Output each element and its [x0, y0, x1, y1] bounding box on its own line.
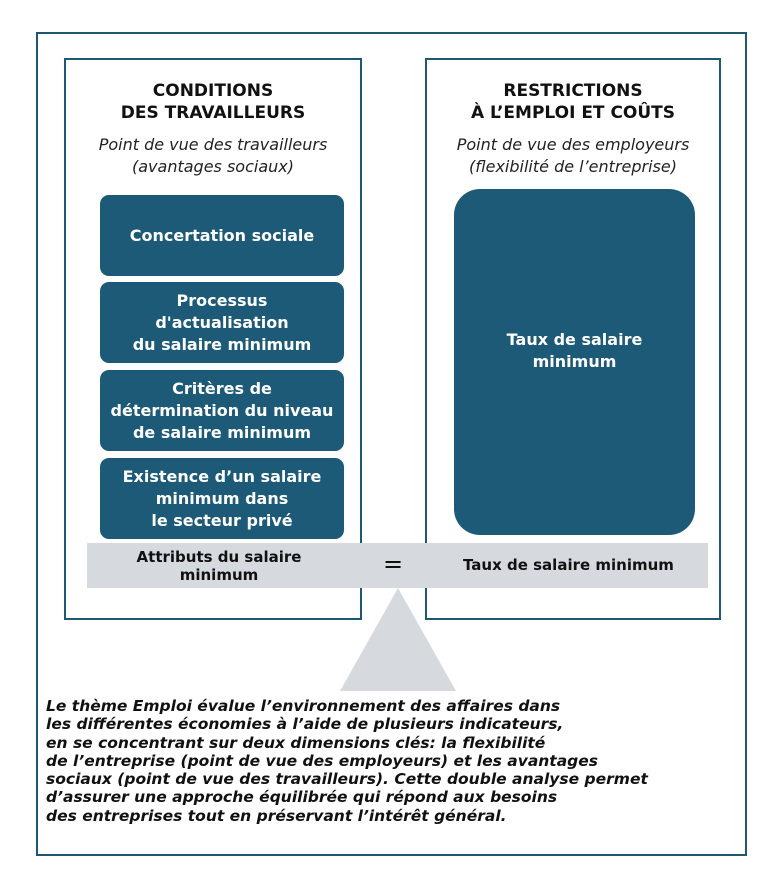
balance-left-line-1: Attributs du salaire [136, 548, 302, 566]
employers-subtitle-line-2: (flexibilité de l’entreprise) [469, 157, 677, 176]
employment-restrictions-panel [425, 58, 721, 620]
balance-right-label: Taux de salaire minimum [463, 556, 674, 574]
caption-text [46, 697, 726, 825]
box-line: minimum dans [155, 488, 289, 508]
box-line: Taux de salaire [506, 330, 643, 349]
balance-fulcrum [340, 588, 456, 691]
box-line: Existence d’un salaire [122, 466, 322, 486]
box-line: détermination du niveau [110, 400, 334, 420]
box-existence-salaire-minimum [100, 458, 344, 539]
employers-panel-subtitle [427, 134, 719, 178]
box-criteres-determination [100, 370, 344, 451]
balance-left-line-2: minimum [179, 566, 259, 584]
box-concertation-sociale [100, 195, 344, 276]
workers-title-line-1: CONDITIONS [152, 81, 274, 101]
workers-subtitle-line-1: Point de vue des travailleurs [98, 135, 328, 154]
workers-panel-title [66, 80, 360, 124]
balance-left-label [104, 548, 334, 584]
workers-title-line-2: DES TRAVAILLEURS [120, 103, 306, 123]
fulcrum-triangle [340, 588, 456, 691]
caption-line: les différentes économies à l’aide de plusieurs indicateurs, [46, 715, 564, 734]
box-line: du salaire minimum [132, 334, 312, 354]
employers-title-line-2: À L’EMPLOI ET COÛTS [470, 103, 676, 123]
caption-line: sociaux (point de vue des travailleurs). Cette double analyse permet [46, 770, 648, 789]
caption-line: en se concentrant sur deux dimensions clés: la flexibilité [46, 733, 546, 752]
employers-subtitle-line-1: Point de vue des employeurs [456, 135, 690, 154]
caption-line: d’assurer une approche équilibrée qui répond aux besoins [46, 788, 558, 807]
caption-line: de l’entreprise (point de vue des employeurs) et les avantages [46, 751, 599, 770]
caption-line: des entreprises tout en préservant l’intérêt général. [46, 806, 507, 825]
employers-panel-title [427, 80, 719, 124]
caption-line: Le thème Emploi évalue l’environnement des affaires dans [46, 697, 561, 715]
workers-panel-subtitle [66, 134, 360, 178]
equals-sign: = [383, 550, 404, 578]
box-line: minimum [532, 352, 617, 371]
box-processus-actualisation [100, 282, 344, 363]
box-line: Concertation sociale [129, 225, 315, 245]
box-line: de salaire minimum [132, 422, 312, 442]
box-taux-salaire-minimum [454, 189, 695, 535]
box-line: Processus [176, 290, 268, 310]
box-line: d'actualisation [155, 312, 289, 332]
workers-conditions-panel [64, 58, 362, 620]
box-line: Critères de [172, 378, 272, 398]
workers-subtitle-line-2: (avantages sociaux) [132, 157, 294, 176]
employers-title-line-1: RESTRICTIONS [503, 81, 643, 101]
box-line: le secteur privé [151, 510, 293, 530]
